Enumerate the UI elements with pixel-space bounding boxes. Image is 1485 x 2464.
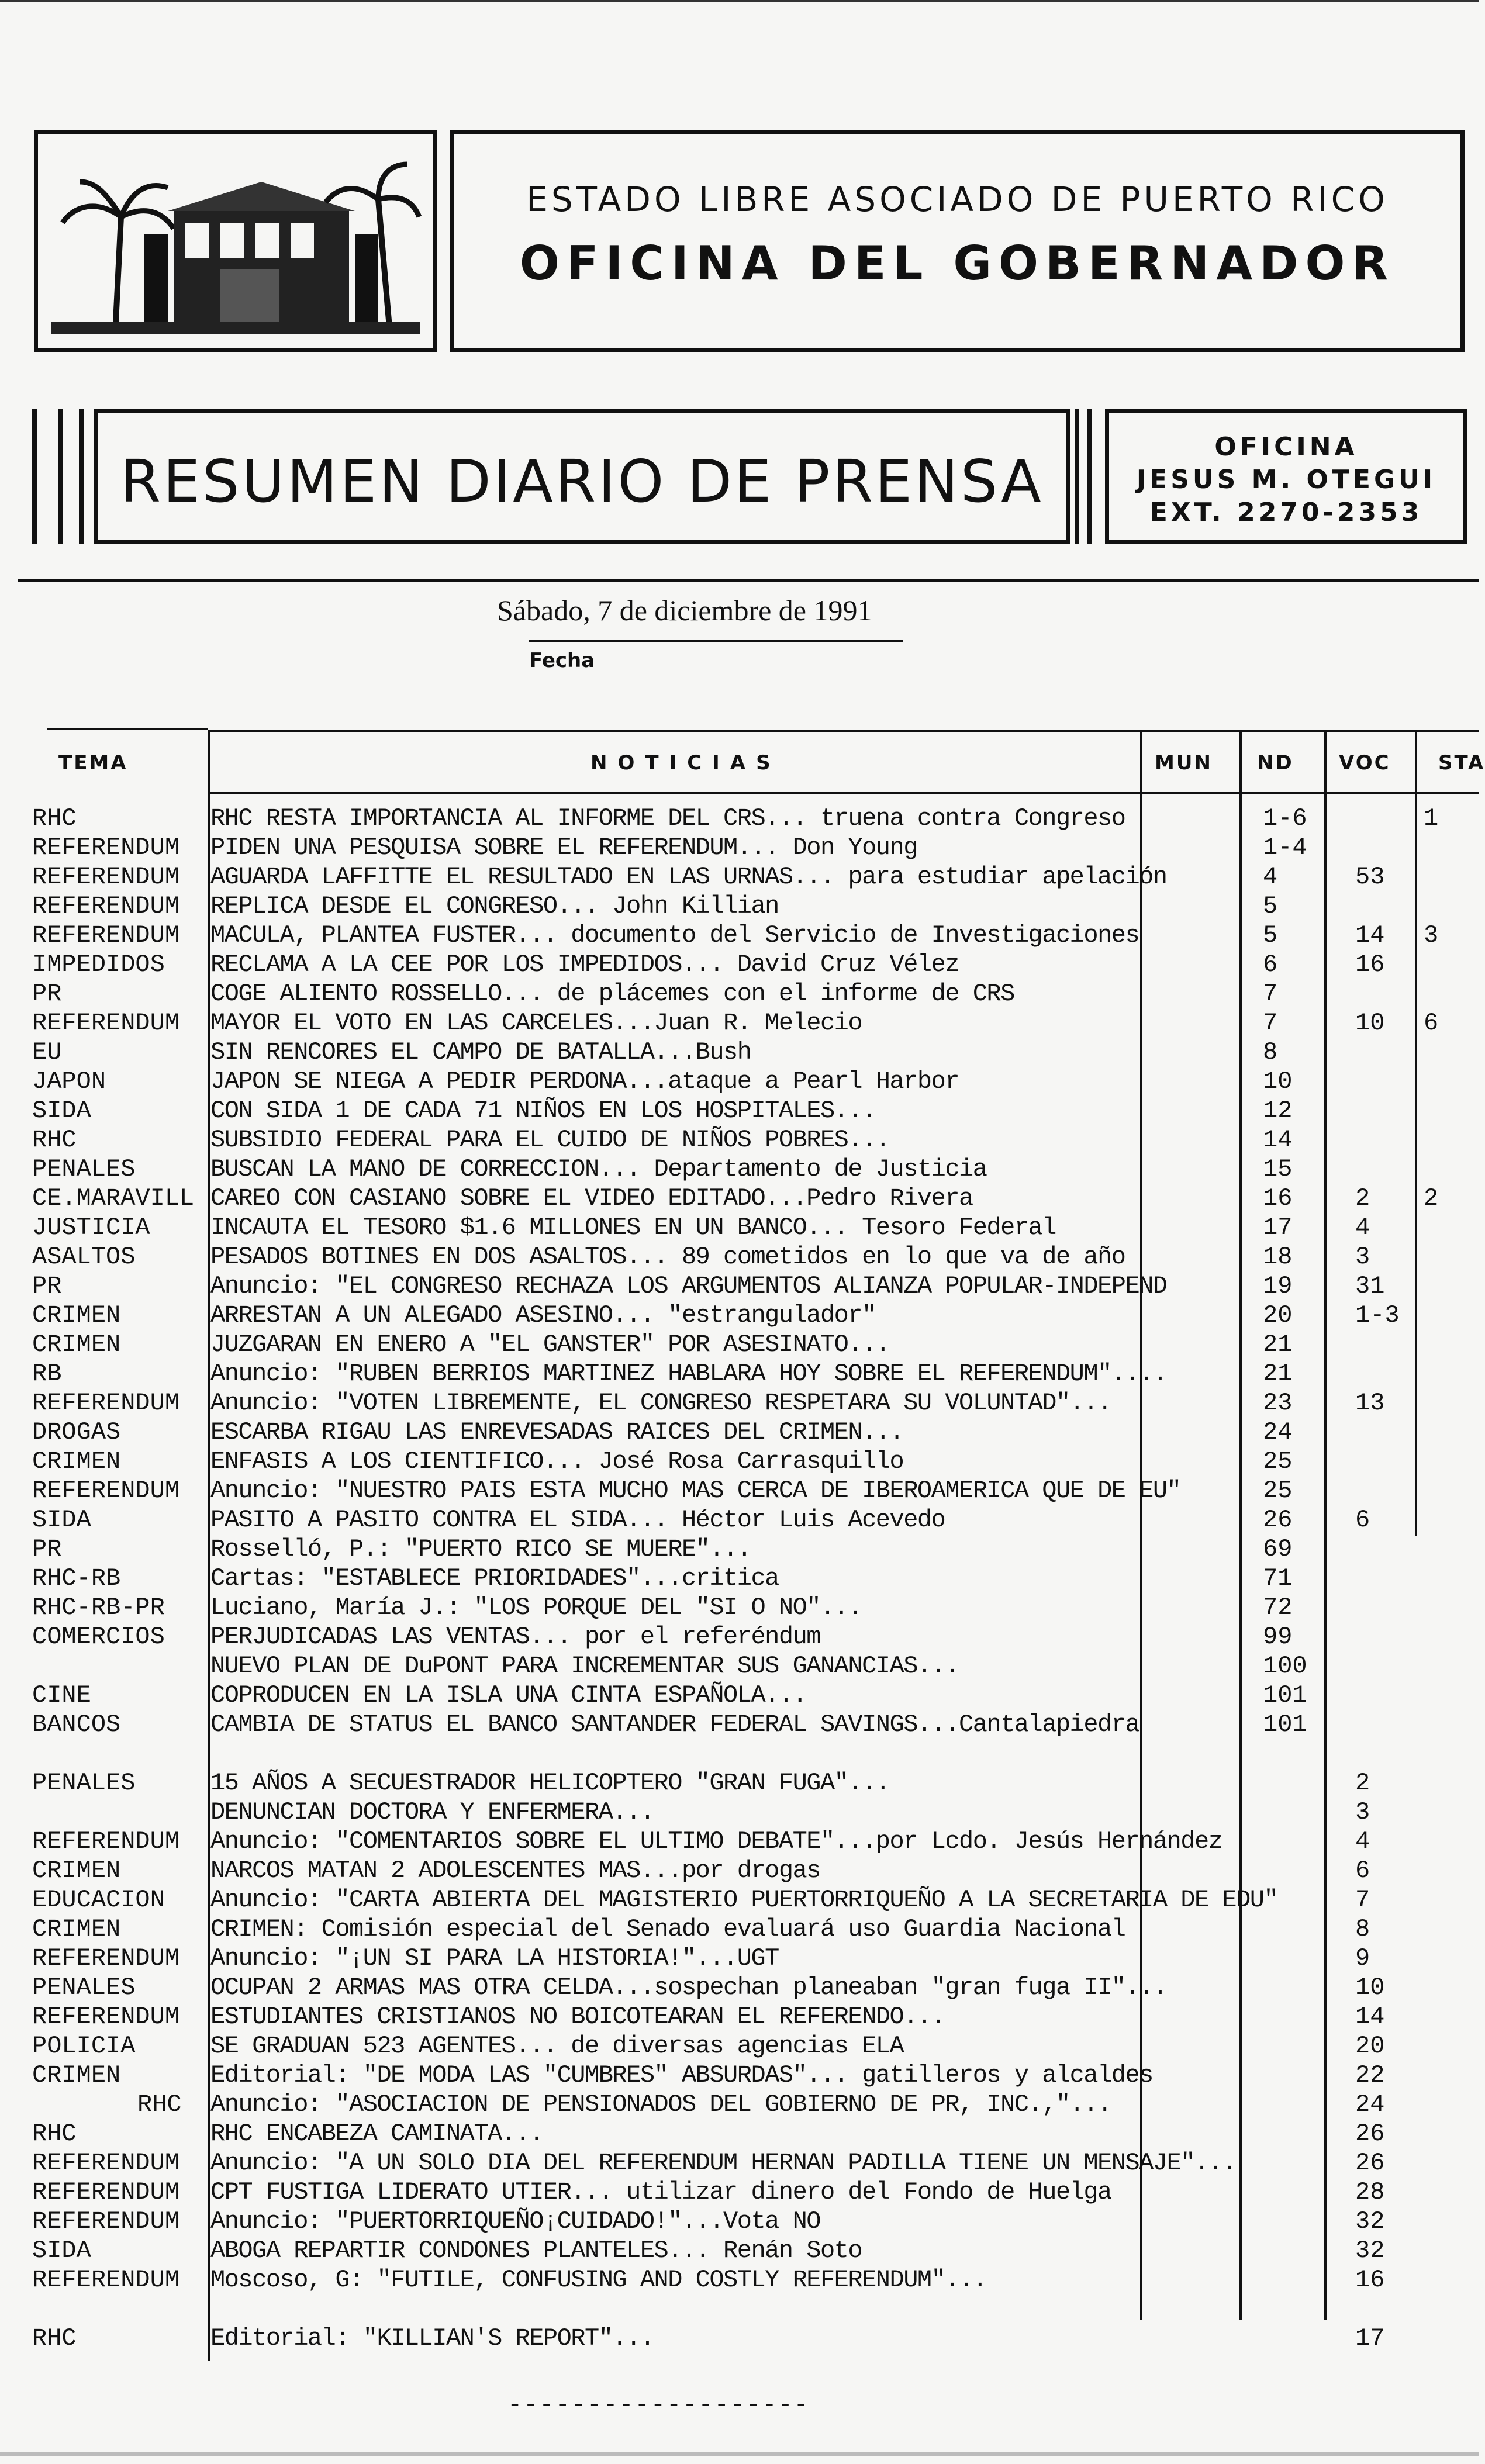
table-row — [0, 1593, 1479, 1622]
row-nd: 99 — [1263, 1623, 1293, 1651]
fortaleza-logo-icon — [51, 147, 420, 334]
row-voc: 32 — [1355, 2237, 1385, 2265]
row-tema: REFERENDUM — [32, 1477, 180, 1505]
row-nd: 1-4 — [1263, 834, 1307, 862]
state-name: ESTADO LIBRE ASOCIADO DE PUERTO RICO — [526, 179, 1389, 219]
row-noticia: SIN RENCORES EL CAMPO DE BATALLA...Bush — [210, 1038, 751, 1066]
row-noticia: RECLAMA A LA CEE POR LOS IMPEDIDOS... David Cruz Vélez — [210, 951, 959, 979]
row-voc: 22 — [1355, 2061, 1385, 2089]
title-frame — [94, 409, 1070, 544]
table-row — [0, 1681, 1479, 1710]
report-date: Sábado, 7 de diciembre de 1991 — [497, 594, 872, 627]
table-row — [0, 1447, 1479, 1476]
row-nd: 12 — [1263, 1097, 1293, 1125]
row-noticia: Anuncio: "¡UN SI PARA LA HISTORIA!"...UGT — [210, 1944, 779, 1972]
row-noticia: Anuncio: "COMENTARIOS SOBRE EL ULTIMO DEBATE"...por Lcdo. Jesús Hernández — [210, 1827, 1222, 1855]
table-row — [0, 1827, 1479, 1856]
row-noticia: Rosselló, P.: "PUERTO RICO SE MUERE"... — [210, 1535, 751, 1563]
row-noticia: CPT FUSTIGA LIDERATO UTIER... utilizar dinero del Fondo de Huelga — [210, 2178, 1111, 2206]
row-noticia: Anuncio: "PUERTORRIQUEÑO¡CUIDADO!"...Vota NO — [210, 2207, 820, 2235]
row-noticia: Editorial: "KILLIAN'S REPORT"... — [210, 2324, 654, 2352]
banner-rule-left-1 — [32, 409, 37, 544]
row-noticia: CRIMEN: Comisión especial del Senado evaluará uso Guardia Nacional — [210, 1915, 1125, 1943]
table-row — [0, 1622, 1479, 1651]
table-row — [0, 1155, 1479, 1184]
row-voc: 14 — [1355, 2003, 1385, 2031]
row-nd: 18 — [1263, 1243, 1293, 1271]
table-header-rule — [208, 792, 1479, 794]
row-voc: 6 — [1355, 1506, 1370, 1534]
row-noticia: OCUPAN 2 ARMAS MAS OTRA CELDA...sospechan planeaban "gran fuga II"... — [210, 1974, 1167, 2002]
row-tema: JUSTICIA — [32, 1214, 150, 1242]
row-noticia: Anuncio: "CARTA ABIERTA DEL MAGISTERIO PUERTORRIQUEÑO A LA SECRETARIA DE EDU" — [210, 1886, 1278, 1914]
row-tema: PR — [32, 980, 62, 1008]
table-row — [0, 2324, 1479, 2353]
row-nd: 6 — [1263, 951, 1278, 979]
header-separator — [18, 579, 1479, 582]
row-tema: JAPON — [32, 1067, 106, 1096]
row-nd: 10 — [1263, 1067, 1293, 1096]
row-noticia: CON SIDA 1 DE CADA 71 NIÑOS EN LOS HOSPITALES... — [210, 1097, 876, 1125]
row-tema: ASALTOS — [32, 1243, 136, 1271]
row-noticia: JUZGARAN EN ENERO A "EL GANSTER" POR ASESINATO... — [210, 1331, 890, 1359]
row-noticia: CAREO CON CASIANO SOBRE EL VIDEO EDITADO...Pedro Rivera — [210, 1184, 973, 1212]
table-top-rule-main — [208, 730, 1479, 732]
table-row — [0, 1096, 1479, 1125]
row-noticia: Anuncio: "VOTEN LIBREMENTE, EL CONGRESO RESPETARA SU VOLUNTAD"... — [210, 1389, 1111, 1417]
table-row — [0, 1008, 1479, 1038]
row-tema: CRIMEN — [32, 1447, 121, 1475]
row-noticia: Cartas: "ESTABLECE PRIORIDADES"...critica — [210, 1564, 779, 1592]
row-tema: REFERENDUM — [32, 2266, 180, 2294]
row-noticia: Anuncio: "ASOCIACION DE PENSIONADOS DEL GOBIERNO DE PR, INC.,"... — [210, 2090, 1111, 2119]
row-tema: REFERENDUM — [32, 892, 180, 920]
row-tema: PENALES — [32, 1155, 136, 1183]
row-voc: 20 — [1355, 2032, 1385, 2060]
row-tema: CRIMEN — [32, 1301, 121, 1329]
row-tema: CRIMEN — [32, 1857, 121, 1885]
row-noticia: ABOGA REPARTIR CONDONES PLANTELES... Renán Soto — [210, 2237, 862, 2265]
table-row — [0, 2236, 1479, 2265]
column-header-nd: ND — [1257, 751, 1294, 775]
row-tema: CRIMEN — [32, 2061, 121, 2089]
row-tema: REFERENDUM — [32, 921, 180, 949]
row-tema: EDUCACION — [32, 1886, 165, 1914]
row-tema: CRIMEN — [32, 1331, 121, 1359]
table-row — [0, 1856, 1479, 1885]
row-nd: 17 — [1263, 1214, 1293, 1242]
table-row — [0, 2265, 1479, 2294]
row-tema: RHC — [32, 804, 77, 832]
table-row — [0, 1768, 1479, 1798]
table-row — [0, 2119, 1479, 2148]
row-tema: REFERENDUM — [32, 2149, 180, 2177]
row-noticia: Moscoso, G: "FUTILE, CONFUSING AND COSTLY REFERENDUM"... — [210, 2266, 987, 2294]
row-nd: 101 — [1263, 1710, 1307, 1739]
row-noticia: ENFASIS A LOS CIENTIFICO... José Rosa Carrasquillo — [210, 1447, 904, 1475]
row-nd: 1-6 — [1263, 804, 1307, 832]
row-noticia: MACULA, PLANTEA FUSTER... documento del Servicio de Investigaciones — [210, 921, 1139, 949]
row-tema: REFERENDUM — [32, 2178, 180, 2206]
row-tema: CE.MARAVILL — [32, 1184, 195, 1212]
row-voc: 2 — [1355, 1769, 1370, 1797]
row-nd: 24 — [1263, 1418, 1293, 1446]
row-tema: REFERENDUM — [32, 2207, 180, 2235]
row-voc: 1-3 — [1355, 1301, 1400, 1329]
row-tema: CRIMEN — [32, 1915, 121, 1943]
row-voc: 28 — [1355, 2178, 1385, 2206]
row-voc: 7 — [1355, 1886, 1370, 1914]
table-row — [0, 804, 1479, 833]
table-row — [0, 1651, 1479, 1681]
row-noticia: PERJUDICADAS LAS VENTAS... por el referéndum — [210, 1623, 820, 1651]
row-noticia: ARRESTAN A UN ALEGADO ASESINO... "estrangulador" — [210, 1301, 876, 1329]
row-voc: 13 — [1355, 1389, 1385, 1417]
table-row — [0, 1885, 1479, 1914]
row-voc: 16 — [1355, 951, 1385, 979]
row-voc: 10 — [1355, 1974, 1385, 2002]
row-tema: CINE — [32, 1681, 91, 1709]
table-row — [0, 1301, 1479, 1330]
header-frame — [450, 130, 1465, 352]
row-noticia: PESADOS BOTINES EN DOS ASALTOS... 89 cometidos en lo que va de año — [210, 1243, 1125, 1271]
row-sta: 3 — [1424, 921, 1439, 949]
row-sta: 1 — [1424, 804, 1439, 832]
row-noticia: RHC RESTA IMPORTANCIA AL INFORME DEL CRS... truena contra Congreso — [210, 804, 1125, 832]
row-voc: 8 — [1355, 1915, 1370, 1943]
banner-rule-left-2 — [58, 409, 63, 544]
row-voc: 16 — [1355, 2266, 1385, 2294]
contact-name: JESUS M. OTEGUI — [1136, 465, 1436, 495]
column-header-noticias: NOTICIAS — [590, 751, 781, 775]
row-tema: POLICIA — [32, 2032, 136, 2060]
row-tema: RHC — [32, 2324, 77, 2352]
row-nd: 26 — [1263, 1506, 1293, 1534]
row-voc: 53 — [1355, 863, 1385, 891]
row-tema: REFERENDUM — [32, 2003, 180, 2031]
row-voc: 31 — [1355, 1272, 1385, 1300]
row-nd: 23 — [1263, 1389, 1293, 1417]
table-row — [0, 1944, 1479, 1973]
row-tema: RHC-RB — [32, 1564, 121, 1592]
row-voc: 17 — [1355, 2324, 1385, 2352]
row-tema: REFERENDUM — [32, 834, 180, 862]
row-noticia: DENUNCIAN DOCTORA Y ENFERMERA... — [210, 1798, 654, 1826]
row-voc: 10 — [1355, 1009, 1385, 1037]
table-row — [0, 2090, 1479, 2119]
row-tema: PR — [32, 1272, 62, 1300]
row-tema: PR — [32, 1535, 62, 1563]
row-nd: 16 — [1263, 1184, 1293, 1212]
row-sta: 6 — [1424, 1009, 1439, 1037]
contact-frame — [1105, 409, 1467, 544]
table-row — [0, 1388, 1479, 1418]
table-row — [0, 1067, 1479, 1096]
row-tema: EU — [32, 1038, 62, 1066]
row-noticia: Anuncio: "EL CONGRESO RECHAZA LOS ARGUMENTOS ALIANZA POPULAR-INDEPEND — [210, 1272, 1167, 1300]
contact-office: OFICINA — [1214, 432, 1358, 462]
row-noticia: Editorial: "DE MODA LAS "CUMBRES" ABSURDAS"... gatilleros y alcaldes — [210, 2061, 1153, 2089]
row-nd: 21 — [1263, 1360, 1293, 1388]
row-tema: RHC — [32, 2120, 77, 2148]
row-nd: 5 — [1263, 892, 1278, 920]
row-noticia: NARCOS MATAN 2 ADOLESCENTES MAS...por drogas — [210, 1857, 820, 1885]
table-row — [0, 2148, 1479, 2178]
row-sta: 2 — [1424, 1184, 1439, 1212]
table-row — [0, 1535, 1479, 1564]
table-row — [0, 950, 1479, 979]
table-row — [0, 1476, 1479, 1505]
row-noticia: JAPON SE NIEGA A PEDIR PERDONA...ataque a Pearl Harbor — [210, 1067, 959, 1096]
table-row — [0, 2031, 1479, 2061]
row-nd: 19 — [1263, 1272, 1293, 1300]
row-nd: 15 — [1263, 1155, 1293, 1183]
bottom-edge-rule — [0, 2452, 1479, 2456]
row-voc: 9 — [1355, 1944, 1370, 1972]
row-noticia: RHC ENCABEZA CAMINATA... — [210, 2120, 543, 2148]
row-nd: 7 — [1263, 980, 1278, 1008]
row-voc: 26 — [1355, 2120, 1385, 2148]
row-tema: RHC — [32, 1126, 77, 1154]
table-row — [0, 979, 1479, 1008]
table-row — [0, 2178, 1479, 2207]
row-voc: 4 — [1355, 1827, 1370, 1855]
row-noticia: CAMBIA DE STATUS EL BANCO SANTANDER FEDERAL SAVINGS...Cantalapiedra — [210, 1710, 1139, 1739]
row-noticia: COPRODUCEN EN LA ISLA UNA CINTA ESPAÑOLA... — [210, 1681, 807, 1709]
row-tema: PENALES — [32, 1974, 136, 2002]
table-row — [0, 1798, 1479, 1827]
row-tema: RHC — [137, 2090, 182, 2119]
table-row — [0, 862, 1479, 891]
contact-extension: EXT. 2270-2353 — [1149, 497, 1423, 527]
table-row — [0, 1242, 1479, 1271]
row-voc: 24 — [1355, 2090, 1385, 2119]
row-noticia: PASITO A PASITO CONTRA EL SIDA... Héctor Luis Acevedo — [210, 1506, 945, 1534]
table-row — [0, 1271, 1479, 1301]
row-voc: 3 — [1355, 1243, 1370, 1271]
table-row — [0, 1564, 1479, 1593]
row-noticia: Luciano, María J.: "LOS PORQUE DEL "SI O NO"... — [210, 1594, 862, 1622]
row-voc: 26 — [1355, 2149, 1385, 2177]
row-voc: 6 — [1355, 1857, 1370, 1885]
date-label: Fecha — [529, 649, 595, 672]
row-tema: RB — [32, 1360, 62, 1388]
top-edge-rule — [0, 0, 1479, 2]
row-nd: 71 — [1263, 1564, 1293, 1592]
logo-frame — [34, 130, 437, 352]
banner-rule-right-1 — [1075, 409, 1079, 544]
table-row — [0, 2207, 1479, 2236]
table-row — [0, 1184, 1479, 1213]
row-voc: 3 — [1355, 1798, 1370, 1826]
table-row — [0, 921, 1479, 950]
row-noticia: REPLICA DESDE EL CONGRESO... John Killian — [210, 892, 779, 920]
table-row — [0, 2061, 1479, 2090]
table-row — [0, 1710, 1479, 1739]
row-noticia: AGUARDA LAFFITTE EL RESULTADO EN LAS URNAS... para estudiar apelación — [210, 863, 1167, 891]
row-tema: SIDA — [32, 1097, 91, 1125]
row-noticia: ESTUDIANTES CRISTIANOS NO BOICOTEARAN EL REFERENDO... — [210, 2003, 945, 2031]
table-row — [0, 1418, 1479, 1447]
row-nd: 25 — [1263, 1447, 1293, 1475]
row-tema: COMERCIOS — [32, 1623, 165, 1651]
banner-rule-left-3 — [79, 409, 84, 544]
table-row — [0, 833, 1479, 862]
page-title: RESUMEN DIARIO DE PRENSA — [120, 447, 1044, 516]
row-nd: 7 — [1263, 1009, 1278, 1037]
row-noticia: SUBSIDIO FEDERAL PARA EL CUIDO DE NIÑOS POBRES... — [210, 1126, 890, 1154]
column-header-sta: STA — [1438, 751, 1485, 775]
row-voc: 2 — [1355, 1184, 1370, 1212]
row-nd: 69 — [1263, 1535, 1293, 1563]
column-header-voc: VOC — [1339, 751, 1391, 775]
row-noticia: COGE ALIENTO ROSSELLO... de plácemes con el informe de CRS — [210, 980, 1014, 1008]
row-tema: IMPEDIDOS — [32, 951, 165, 979]
row-nd: 100 — [1263, 1652, 1307, 1680]
row-nd: 14 — [1263, 1126, 1293, 1154]
row-nd: 25 — [1263, 1477, 1293, 1505]
row-nd: 21 — [1263, 1331, 1293, 1359]
table-row — [0, 1038, 1479, 1067]
row-noticia: BUSCAN LA MANO DE CORRECCION... Departamento de Justicia — [210, 1155, 987, 1183]
row-tema: REFERENDUM — [32, 1827, 180, 1855]
row-noticia: SE GRADUAN 523 AGENTES... de diversas agencias ELA — [210, 2032, 904, 2060]
table-top-rule — [47, 728, 208, 730]
table-row — [0, 1914, 1479, 1944]
row-tema: SIDA — [32, 2237, 91, 2265]
table-row — [0, 1973, 1479, 2002]
row-tema: SIDA — [32, 1506, 91, 1534]
row-noticia: 15 AÑOS A SECUESTRADOR HELICOPTERO "GRAN FUGA"... — [210, 1769, 890, 1797]
table-row — [0, 891, 1479, 921]
row-tema: RHC-RB-PR — [32, 1594, 165, 1622]
banner-rule-right-2 — [1087, 409, 1092, 544]
row-tema: DROGAS — [32, 1418, 121, 1446]
row-voc: 32 — [1355, 2207, 1385, 2235]
row-noticia: Anuncio: "NUESTRO PAIS ESTA MUCHO MAS CERCA DE IBEROAMERICA QUE DE EU" — [210, 1477, 1181, 1505]
row-tema: REFERENDUM — [32, 1944, 180, 1972]
row-nd: 72 — [1263, 1594, 1293, 1622]
table-row — [0, 1213, 1479, 1242]
date-underline — [529, 640, 903, 642]
row-noticia: MAYOR EL VOTO EN LAS CARCELES...Juan R. Melecio — [210, 1009, 862, 1037]
row-noticia: ESCARBA RIGAU LAS ENREVESADAS RAICES DEL CRIMEN... — [210, 1418, 904, 1446]
row-tema: PENALES — [32, 1769, 136, 1797]
row-tema: REFERENDUM — [32, 863, 180, 891]
column-header-mun: MUN — [1155, 751, 1213, 775]
row-tema: REFERENDUM — [32, 1389, 180, 1417]
row-noticia: INCAUTA EL TESORO $1.6 MILLONES EN UN BANCO... Tesoro Federal — [210, 1214, 1056, 1242]
row-nd: 20 — [1263, 1301, 1293, 1329]
row-noticia: Anuncio: "RUBEN BERRIOS MARTINEZ HABLARA HOY SOBRE EL REFERENDUM".... — [210, 1360, 1167, 1388]
table-row — [0, 1359, 1479, 1388]
table-row — [0, 1505, 1479, 1535]
row-nd: 4 — [1263, 863, 1278, 891]
row-nd: 5 — [1263, 921, 1278, 949]
office-name: OFICINA DEL GOBERNADOR — [519, 236, 1396, 291]
row-tema: BANCOS — [32, 1710, 121, 1739]
table-row — [0, 1125, 1479, 1155]
table-row — [0, 1330, 1479, 1359]
row-noticia: PIDEN UNA PESQUISA SOBRE EL REFERENDUM... Don Young — [210, 834, 917, 862]
row-noticia: NUEVO PLAN DE DuPONT PARA INCREMENTAR SUS GANANCIAS... — [210, 1652, 959, 1680]
row-voc: 14 — [1355, 921, 1385, 949]
row-tema: REFERENDUM — [32, 1009, 180, 1037]
column-header-tema: TEMA — [58, 751, 128, 775]
row-nd: 101 — [1263, 1681, 1307, 1709]
row-voc: 4 — [1355, 1214, 1370, 1242]
row-noticia: Anuncio: "A UN SOLO DIA DEL REFERENDUM HERNAN PADILLA TIENE UN MENSAJE"... — [210, 2149, 1237, 2177]
table-row — [0, 2002, 1479, 2031]
row-nd: 8 — [1263, 1038, 1278, 1066]
end-rule: ------------------- — [507, 2391, 810, 2419]
